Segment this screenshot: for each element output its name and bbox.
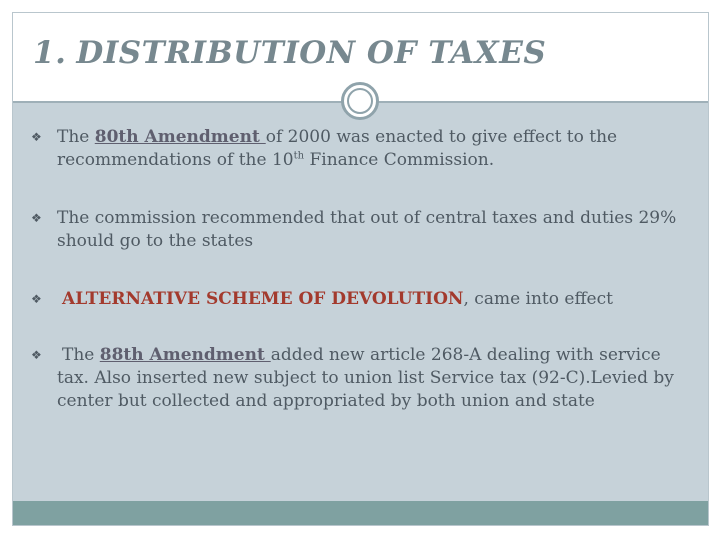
inner-ring-icon — [347, 88, 373, 114]
diamond-bullet-icon: ❖ — [31, 211, 42, 225]
circle-ring-icon — [341, 82, 379, 120]
bullet-item — [31, 344, 691, 413]
bullet-item — [31, 288, 691, 311]
diamond-bullet-icon: ❖ — [31, 348, 42, 362]
bullet-item — [31, 207, 691, 253]
bullet-text: added new article 268-A dealing with service tax. Also inserted new subject to union list Service tax (92-C).Levied by center but collected and appropriated by both union and state — [57, 345, 674, 411]
slide-title — [33, 35, 546, 71]
bullet-text: , came into effect — [463, 289, 613, 309]
bullet-text: of 2000 was enacted to give effect to the recommendations of the 10 — [57, 127, 618, 170]
amendment-highlight: 88th Amendment — [99, 345, 271, 365]
bullet-item — [31, 126, 691, 172]
title-number: 1. — [33, 35, 67, 71]
ordinal-superscript: th — [293, 150, 305, 162]
bullet-text: Finance Commission. — [304, 150, 495, 170]
diamond-bullet-icon: ❖ — [31, 292, 42, 306]
bullet-text: The commission recommended that out of central taxes and duties 29% should go to the states — [57, 208, 677, 251]
content-area — [31, 118, 691, 413]
bullet-text: The — [57, 127, 95, 147]
bullet-text: The — [62, 345, 100, 365]
diamond-bullet-icon: ❖ — [31, 130, 42, 144]
slide — [12, 12, 709, 526]
scheme-highlight: ALTERNATIVE SCHEME OF DEVOLUTION — [62, 289, 464, 309]
title-text: DISTRIBUTION OF TAXES — [76, 35, 547, 71]
bottom-band — [13, 501, 708, 525]
amendment-highlight: 80th Amendment — [94, 127, 266, 147]
